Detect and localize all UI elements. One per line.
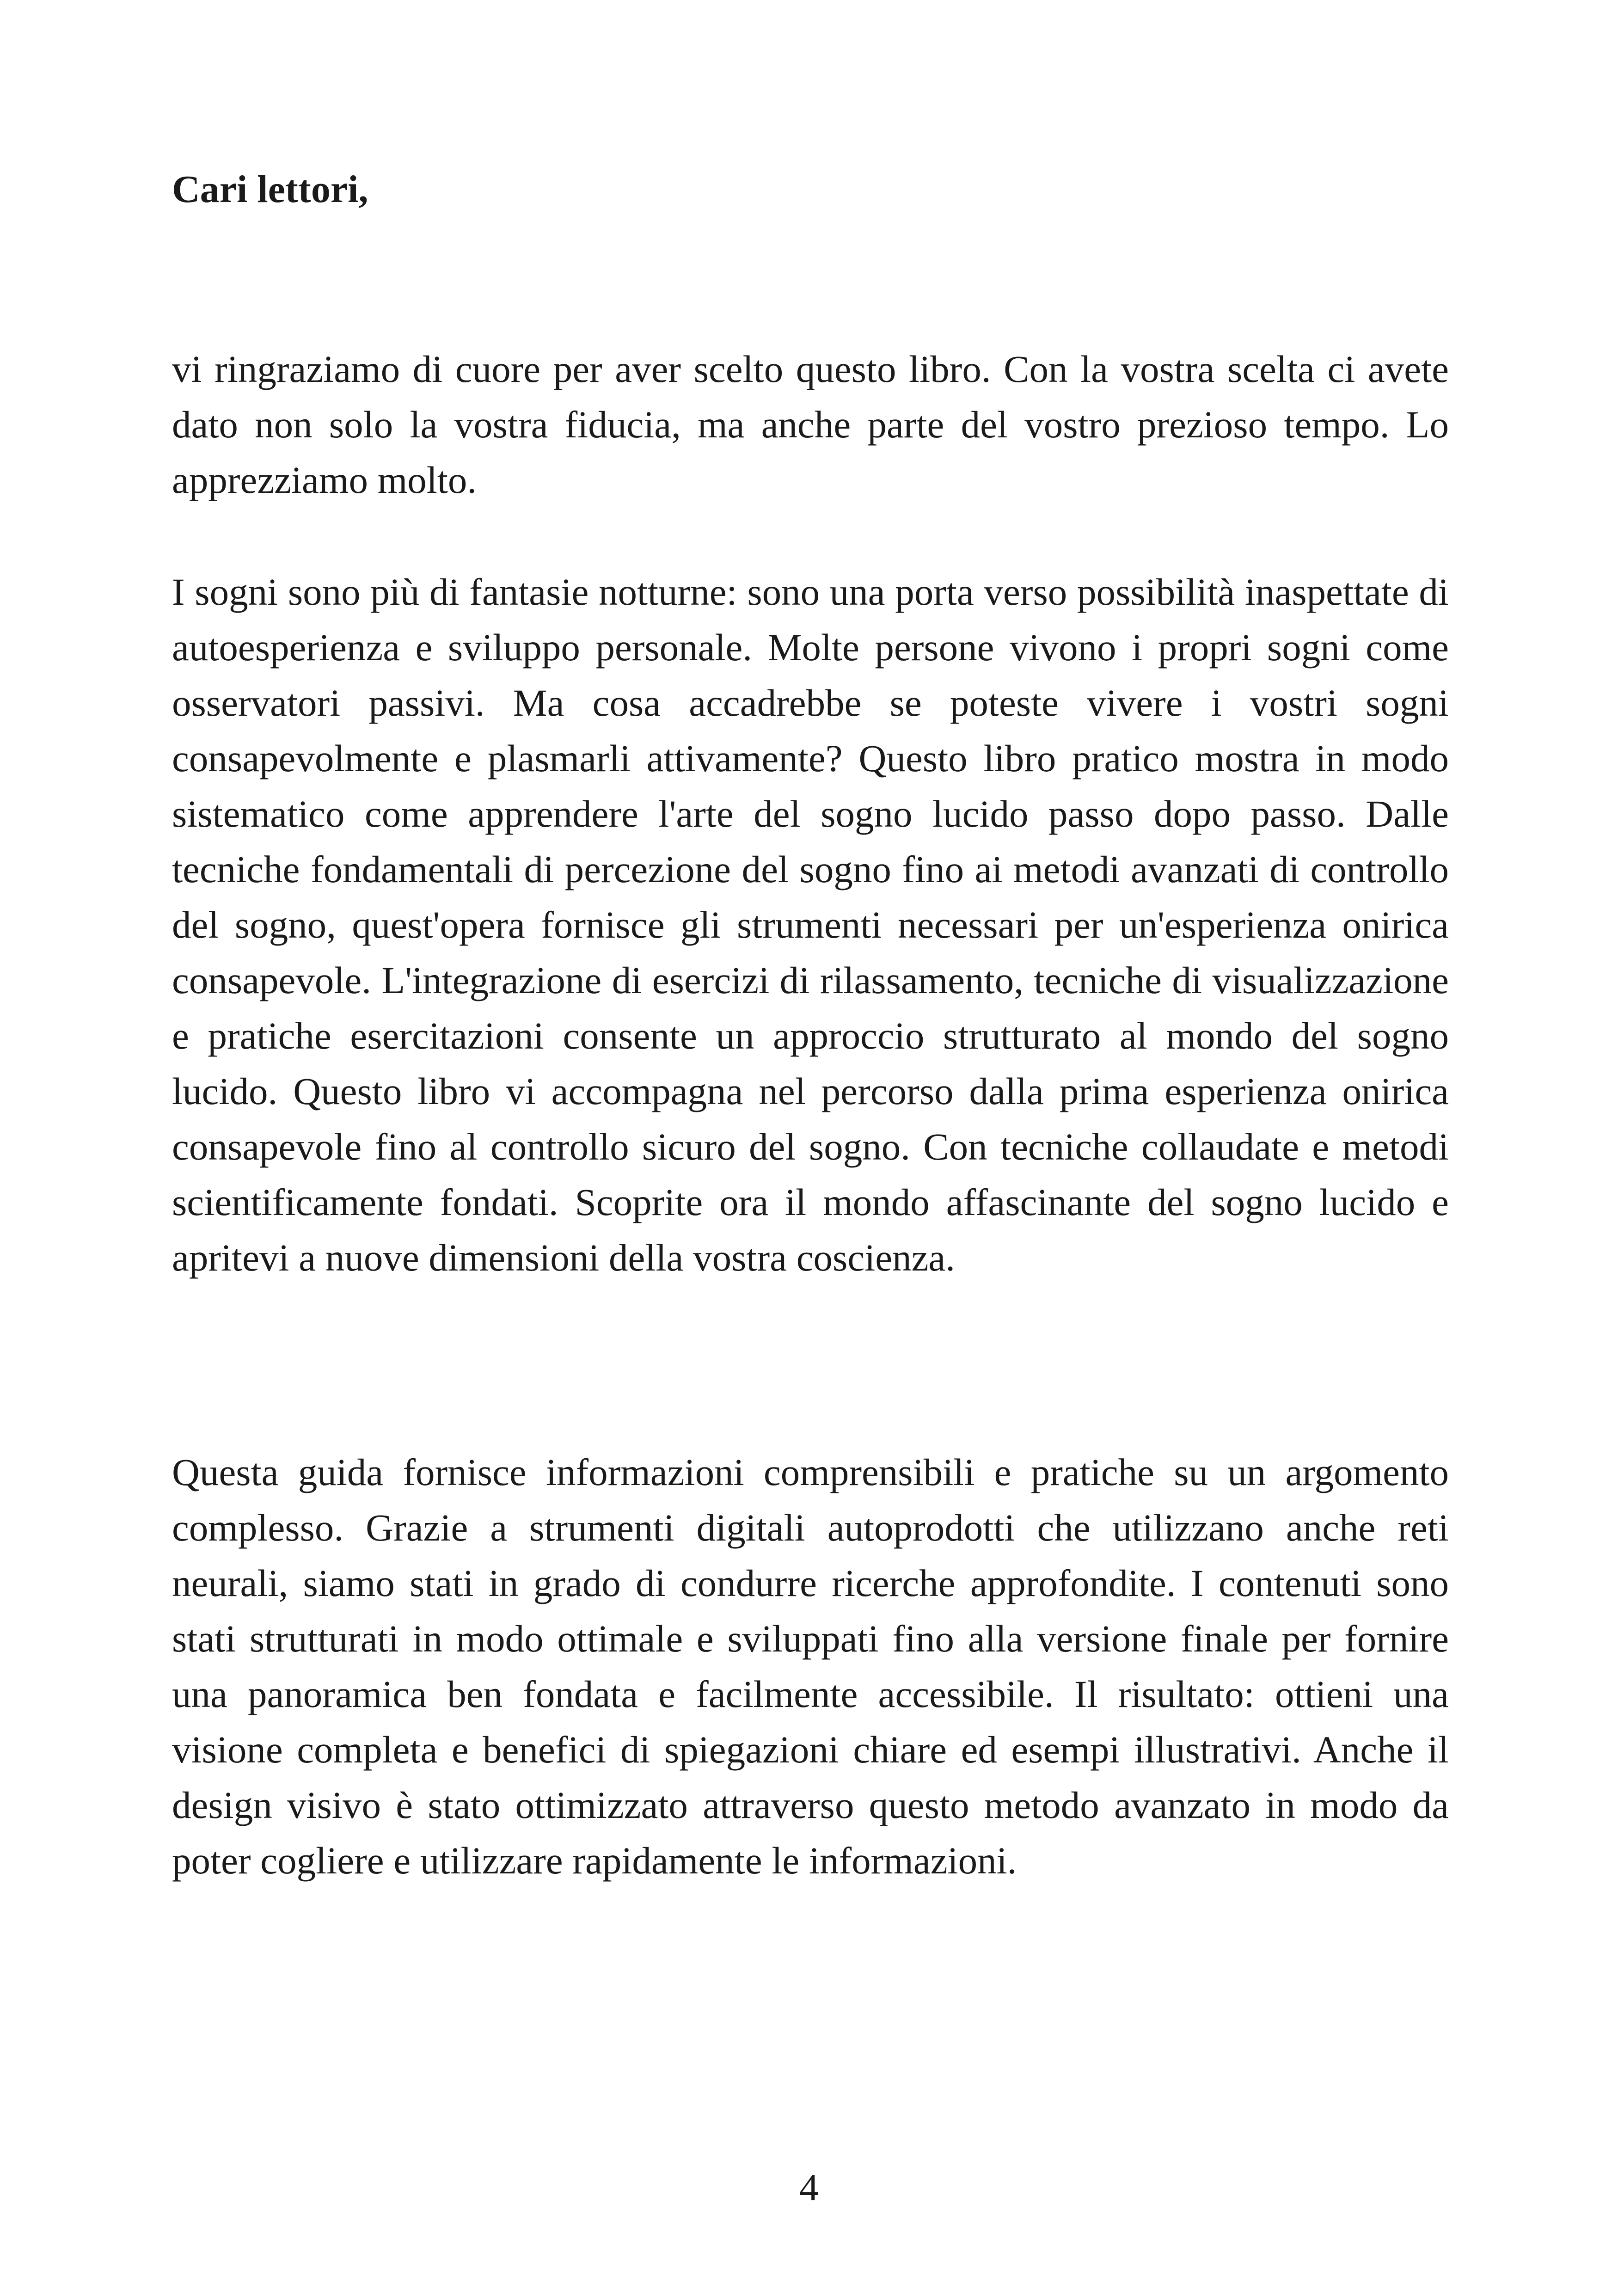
letter-greeting: Cari lettori, — [172, 168, 368, 211]
paragraph-guide-method: Questa guida fornisce informazioni comprensibili e pratiche su un argomento complesso. Grazie a strumenti digitali autoprodotti che utilizzano anche reti neurali, siamo stati in grado di condurre ricerche approfondite. I contenuti sono stati strutturati in modo ottimale e sviluppati fino alla versione finale per fornire una panoramica ben fondata e facilmente accessibile. Il risultato: ottieni una visione completa e benefici di spiegazioni chiare ed esempi illustrativi. Anche il design visivo è stato ottimizzato attraverso questo metodo avanzato in modo da poter cogliere e utilizzare rapidamente le informazioni. — [172, 1451, 1449, 1882]
paragraph-thanks: vi ringraziamo di cuore per aver scelto questo libro. Con la vostra scelta ci avete dato non solo la vostra fiducia, ma anche parte del vostro prezioso tempo. Lo apprezziamo molto. — [172, 348, 1449, 501]
page-number: 4 — [799, 2166, 819, 2209]
paragraph-lucid-dreams: I sogni sono più di fantasie notturne: sono una porta verso possibilità inaspettate di autoesperienza e sviluppo personale. Molte persone vivono i propri sogni come osservatori passivi. Ma cosa accadrebbe se poteste vivere i vostri sogni consapevolmente e plasmarli attivamente? Questo libro pratico mostra in modo sistematico come apprendere l'arte del sogno lucido passo dopo passo. Dalle tecniche fondamentali di percezione del sogno fino ai metodi avanzati di controllo del sogno, quest'opera fornisce gli strumenti necessari per un'esperienza onirica consapevole. L'integrazione di esercizi di rilassamento, tecniche di visualizzazione e pratiche esercitazioni consente un approccio strutturato al mondo del sogno lucido. Questo libro vi accompagna nel percorso dalla prima esperienza onirica consapevole fino al controllo sicuro del sogno. Con tecniche collaudate e metodi scientificamente fondati. Scoprite ora il mondo affascinante del sogno lucido e apritevi a nuove dimensioni della vostra coscienza. — [172, 571, 1449, 1279]
